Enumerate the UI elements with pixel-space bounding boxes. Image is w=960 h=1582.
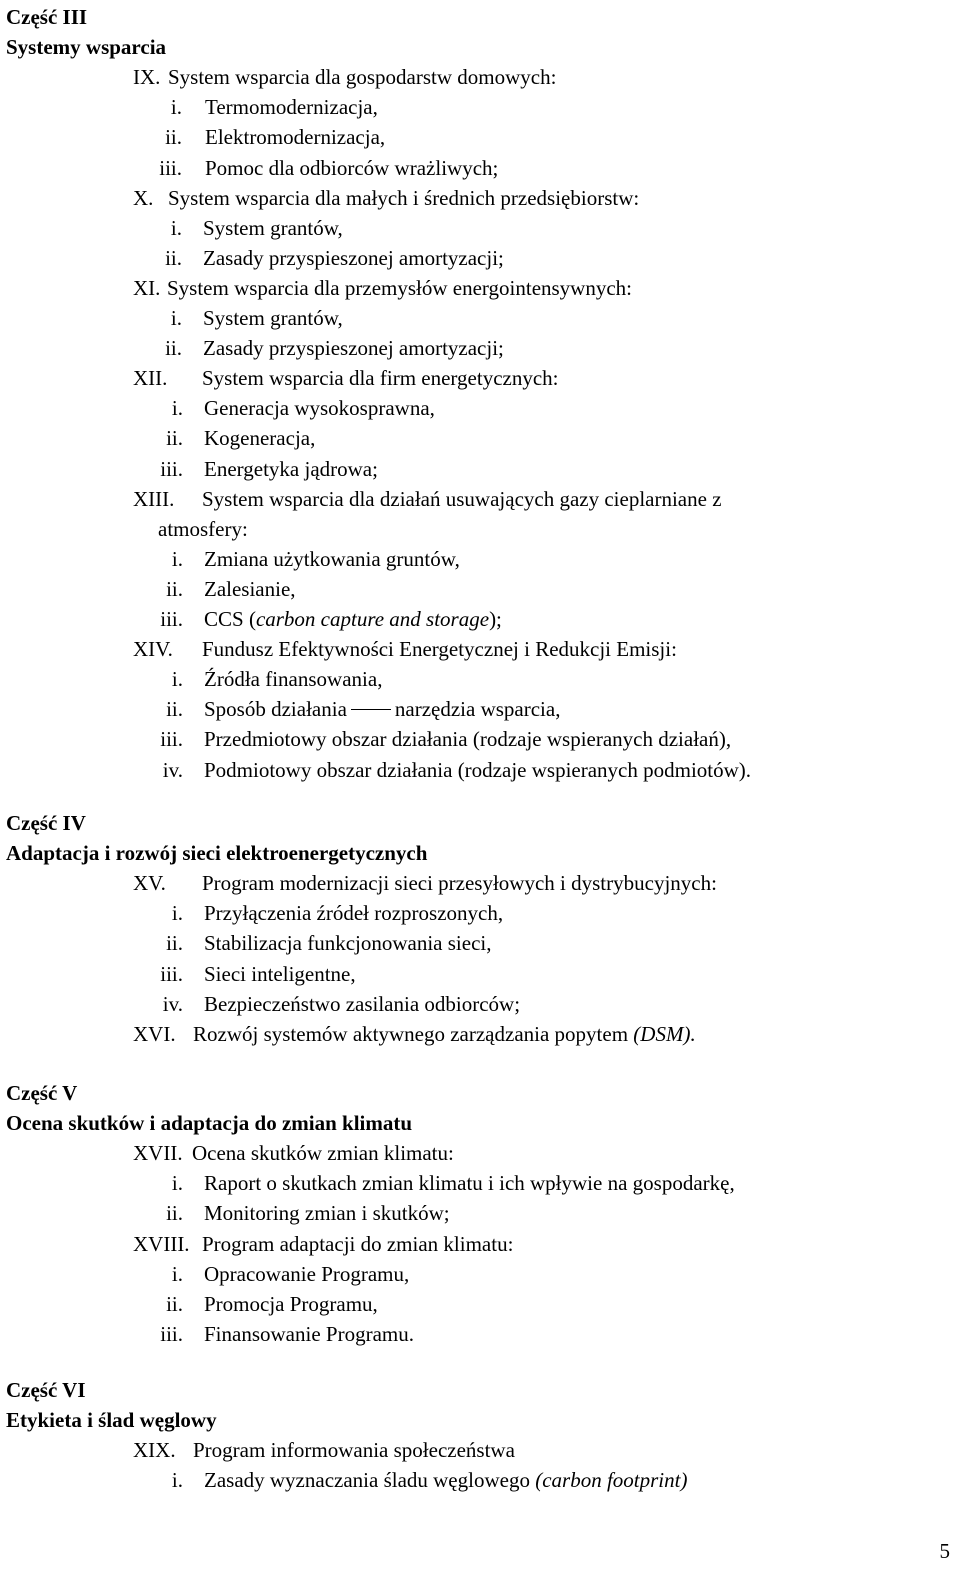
sub-item-text-main: Zalesianie, [204, 576, 296, 601]
item-text [202, 868, 717, 898]
sub-item-text [204, 423, 315, 453]
item-text-italic: (DSM). [633, 1021, 696, 1046]
sub-item-text-main: System grantów, [203, 215, 343, 240]
sub-item-number: ii. [166, 1291, 183, 1316]
em-dash [351, 709, 391, 711]
sub-item-text-main: Zmiana użytkowania gruntów, [204, 546, 460, 571]
item-text [193, 1019, 696, 1049]
section-title: Ocena skutków i adaptacja do zmian klimatu [6, 1111, 413, 1136]
sub-item-text [205, 153, 498, 183]
sub-item-text-main: Sieci inteligentne, [204, 961, 356, 986]
item-number: X. [133, 185, 154, 210]
sub-item-number: ii. [166, 426, 183, 451]
sub-item-number: i. [171, 546, 183, 571]
sub-item-number: ii. [165, 245, 182, 270]
sub-item-number: iv. [162, 991, 183, 1016]
sub-item-number: iv. [162, 757, 183, 782]
section-part-heading: Część V [6, 1081, 78, 1105]
item-text-main: System wsparcia dla przemysłów energointensywnych: [167, 275, 633, 300]
sub-item-text-italic: (carbon footprint) [535, 1468, 688, 1493]
sub-item-number: iii. [160, 607, 183, 631]
item-text [202, 363, 559, 393]
sub-item-text [204, 959, 356, 989]
sub-item-text-after: narzędzia wsparcia, [394, 697, 561, 722]
sub-item-number: ii. [166, 576, 183, 601]
item-text-main: Program adaptacji do zmian klimatu: [202, 1231, 514, 1256]
sub-item-text [204, 1319, 414, 1349]
item-text-main: Rozwój systemów aktywnego zarządzania popytem [193, 1021, 634, 1046]
item-text-continuation: atmosfery: [158, 516, 248, 541]
item-text [202, 634, 677, 664]
sub-item-text [204, 454, 378, 484]
sub-item-number: ii. [166, 697, 183, 722]
item-number: XIX. [133, 1438, 176, 1463]
item-number: XI. [133, 275, 161, 300]
sub-item-text [205, 122, 385, 152]
item-text-main: System wsparcia dla małych i średnich przedsiębiorstw: [168, 185, 640, 210]
sub-item-text-main: Kogeneracja, [204, 426, 316, 451]
item-text-main: Program informowania społeczeństwa [193, 1438, 515, 1463]
item-text [168, 62, 556, 92]
sub-item-text-main: CCS ( [204, 607, 256, 631]
sub-item-text-main: Energetyka jądrowa; [204, 456, 378, 481]
sub-item-text-main: Zasady wyznaczania śladu węglowego [204, 1468, 536, 1493]
sub-item-text [204, 989, 520, 1019]
item-text-main: System wsparcia dla gospodarstw domowych: [168, 65, 557, 90]
sub-item-text [204, 544, 460, 574]
sub-item-text [204, 393, 435, 423]
sub-item-text-italic: carbon capture and storage [255, 607, 490, 631]
item-number: IX. [133, 65, 161, 90]
sub-item-text-main: Termomodernizacja, [205, 95, 378, 120]
sub-item-text-main: Promocja Programu, [204, 1291, 378, 1316]
sub-item-text [204, 664, 382, 694]
sub-item-text [203, 333, 504, 363]
sub-item-number: i. [171, 667, 183, 692]
item-number: XVI. [133, 1021, 176, 1046]
sub-item-number: i. [171, 1261, 183, 1286]
section-part-heading: Część IV [6, 811, 86, 835]
sub-item-text-main: Przedmiotowy obszar działania (rodzaje wspieranych działań), [204, 727, 732, 752]
item-text [168, 183, 639, 213]
sub-item-number: i. [171, 1171, 183, 1196]
sub-item-text [204, 1465, 687, 1495]
item-text [193, 1435, 515, 1465]
sub-item-text [204, 755, 751, 785]
sub-item-text-main: Generacja wysokosprawna, [204, 396, 435, 421]
sub-item-text-main: System grantów, [203, 306, 343, 330]
item-text-main: Program modernizacji sieci przesyłowych i dystrybucyjnych: [202, 871, 717, 896]
sub-item-text-main: Podmiotowy obszar działania (rodzaje wspieranych podmiotów). [204, 757, 752, 782]
sub-item-text [203, 303, 343, 333]
sub-item-text-main: Pomoc dla odbiorców wrażliwych; [205, 155, 499, 180]
sub-item-number: i. [171, 901, 183, 926]
sub-item-text-main: Przyłączenia źródeł rozproszonych, [204, 901, 504, 926]
sub-item-text-main: Zasady przyspieszonej amortyzacji; [203, 336, 504, 361]
sub-item-text [204, 1198, 450, 1228]
sub-item-text-main: Bezpieczeństwo zasilania odbiorców; [204, 991, 521, 1016]
sub-item-number: ii. [166, 931, 183, 956]
item-text-main: System wsparcia dla firm energetycznych: [202, 366, 559, 391]
section-part-heading: Część VI [6, 1378, 86, 1402]
sub-item-text [204, 694, 560, 724]
sub-item-number: ii. [165, 336, 182, 361]
sub-item-text-main: Monitoring zmian i skutków; [204, 1201, 450, 1226]
sub-item-text-main: Zasady przyspieszonej amortyzacji; [203, 245, 504, 270]
sub-item-text [204, 1289, 378, 1319]
item-number: XVIII. [133, 1231, 190, 1256]
section-part-heading: Część III [6, 5, 88, 29]
item-text-main: Ocena skutków zmian klimatu: [192, 1141, 454, 1166]
sub-item-text [204, 1259, 409, 1289]
section-title: Etykieta i ślad węglowy [6, 1408, 217, 1433]
sub-item-text [204, 898, 503, 928]
sub-item-text [204, 724, 731, 754]
sub-item-text-main: Finansowanie Programu. [204, 1321, 414, 1346]
sub-item-text [204, 928, 491, 958]
sub-item-text-main: Źródła finansowania, [204, 667, 383, 692]
sub-item-number: i. [171, 396, 183, 421]
sub-item-text [203, 213, 343, 243]
item-text [167, 273, 632, 303]
page-number: 5 [939, 1539, 950, 1563]
sub-item-text-main: Opracowanie Programu, [204, 1261, 410, 1286]
item-number: XIII. [133, 486, 175, 511]
sub-item-number: i. [170, 95, 182, 120]
sub-item-text-after: ); [489, 607, 502, 631]
sub-item-number: iii. [160, 727, 183, 752]
item-number: XV. [133, 871, 166, 896]
item-text [192, 1138, 454, 1168]
sub-item-number: i. [170, 215, 182, 240]
sub-item-number: iii. [160, 961, 183, 986]
section-title: Systemy wsparcia [6, 35, 167, 60]
item-text-main: System wsparcia dla działań usuwających gazy cieplarniane z [202, 486, 722, 511]
sub-item-number: iii. [160, 1321, 183, 1346]
sub-item-text-main: Stabilizacja funkcjonowania sieci, [204, 931, 492, 956]
item-text [202, 1229, 513, 1259]
sub-item-text [204, 1168, 735, 1198]
sub-item-number: iii. [159, 155, 182, 180]
sub-item-text-main: Elektromodernizacja, [205, 125, 386, 150]
item-number: XVII. [133, 1141, 183, 1166]
item-number: XIV. [133, 637, 173, 662]
sub-item-number: ii. [166, 1201, 183, 1226]
sub-item-text [205, 92, 378, 122]
sub-item-number: iii. [160, 456, 183, 481]
sub-item-number: ii. [165, 125, 182, 150]
sub-item-text-main: Sposób działania [204, 697, 347, 722]
sub-item-text-main: Raport o skutkach zmian klimatu i ich wpływie na gospodarkę, [204, 1171, 735, 1196]
sub-item-number: i. [170, 306, 182, 330]
item-text [202, 484, 722, 514]
section-title: Adaptacja i rozwój sieci elektroenergetycznych [6, 841, 428, 866]
item-number: XII. [133, 366, 168, 391]
sub-item-number: i. [171, 1468, 183, 1493]
sub-item-text [204, 604, 502, 634]
sub-item-text [203, 243, 504, 273]
item-text-main: Fundusz Efektywności Energetycznej i Redukcji Emisji: [202, 637, 677, 662]
sub-item-text [204, 574, 296, 604]
